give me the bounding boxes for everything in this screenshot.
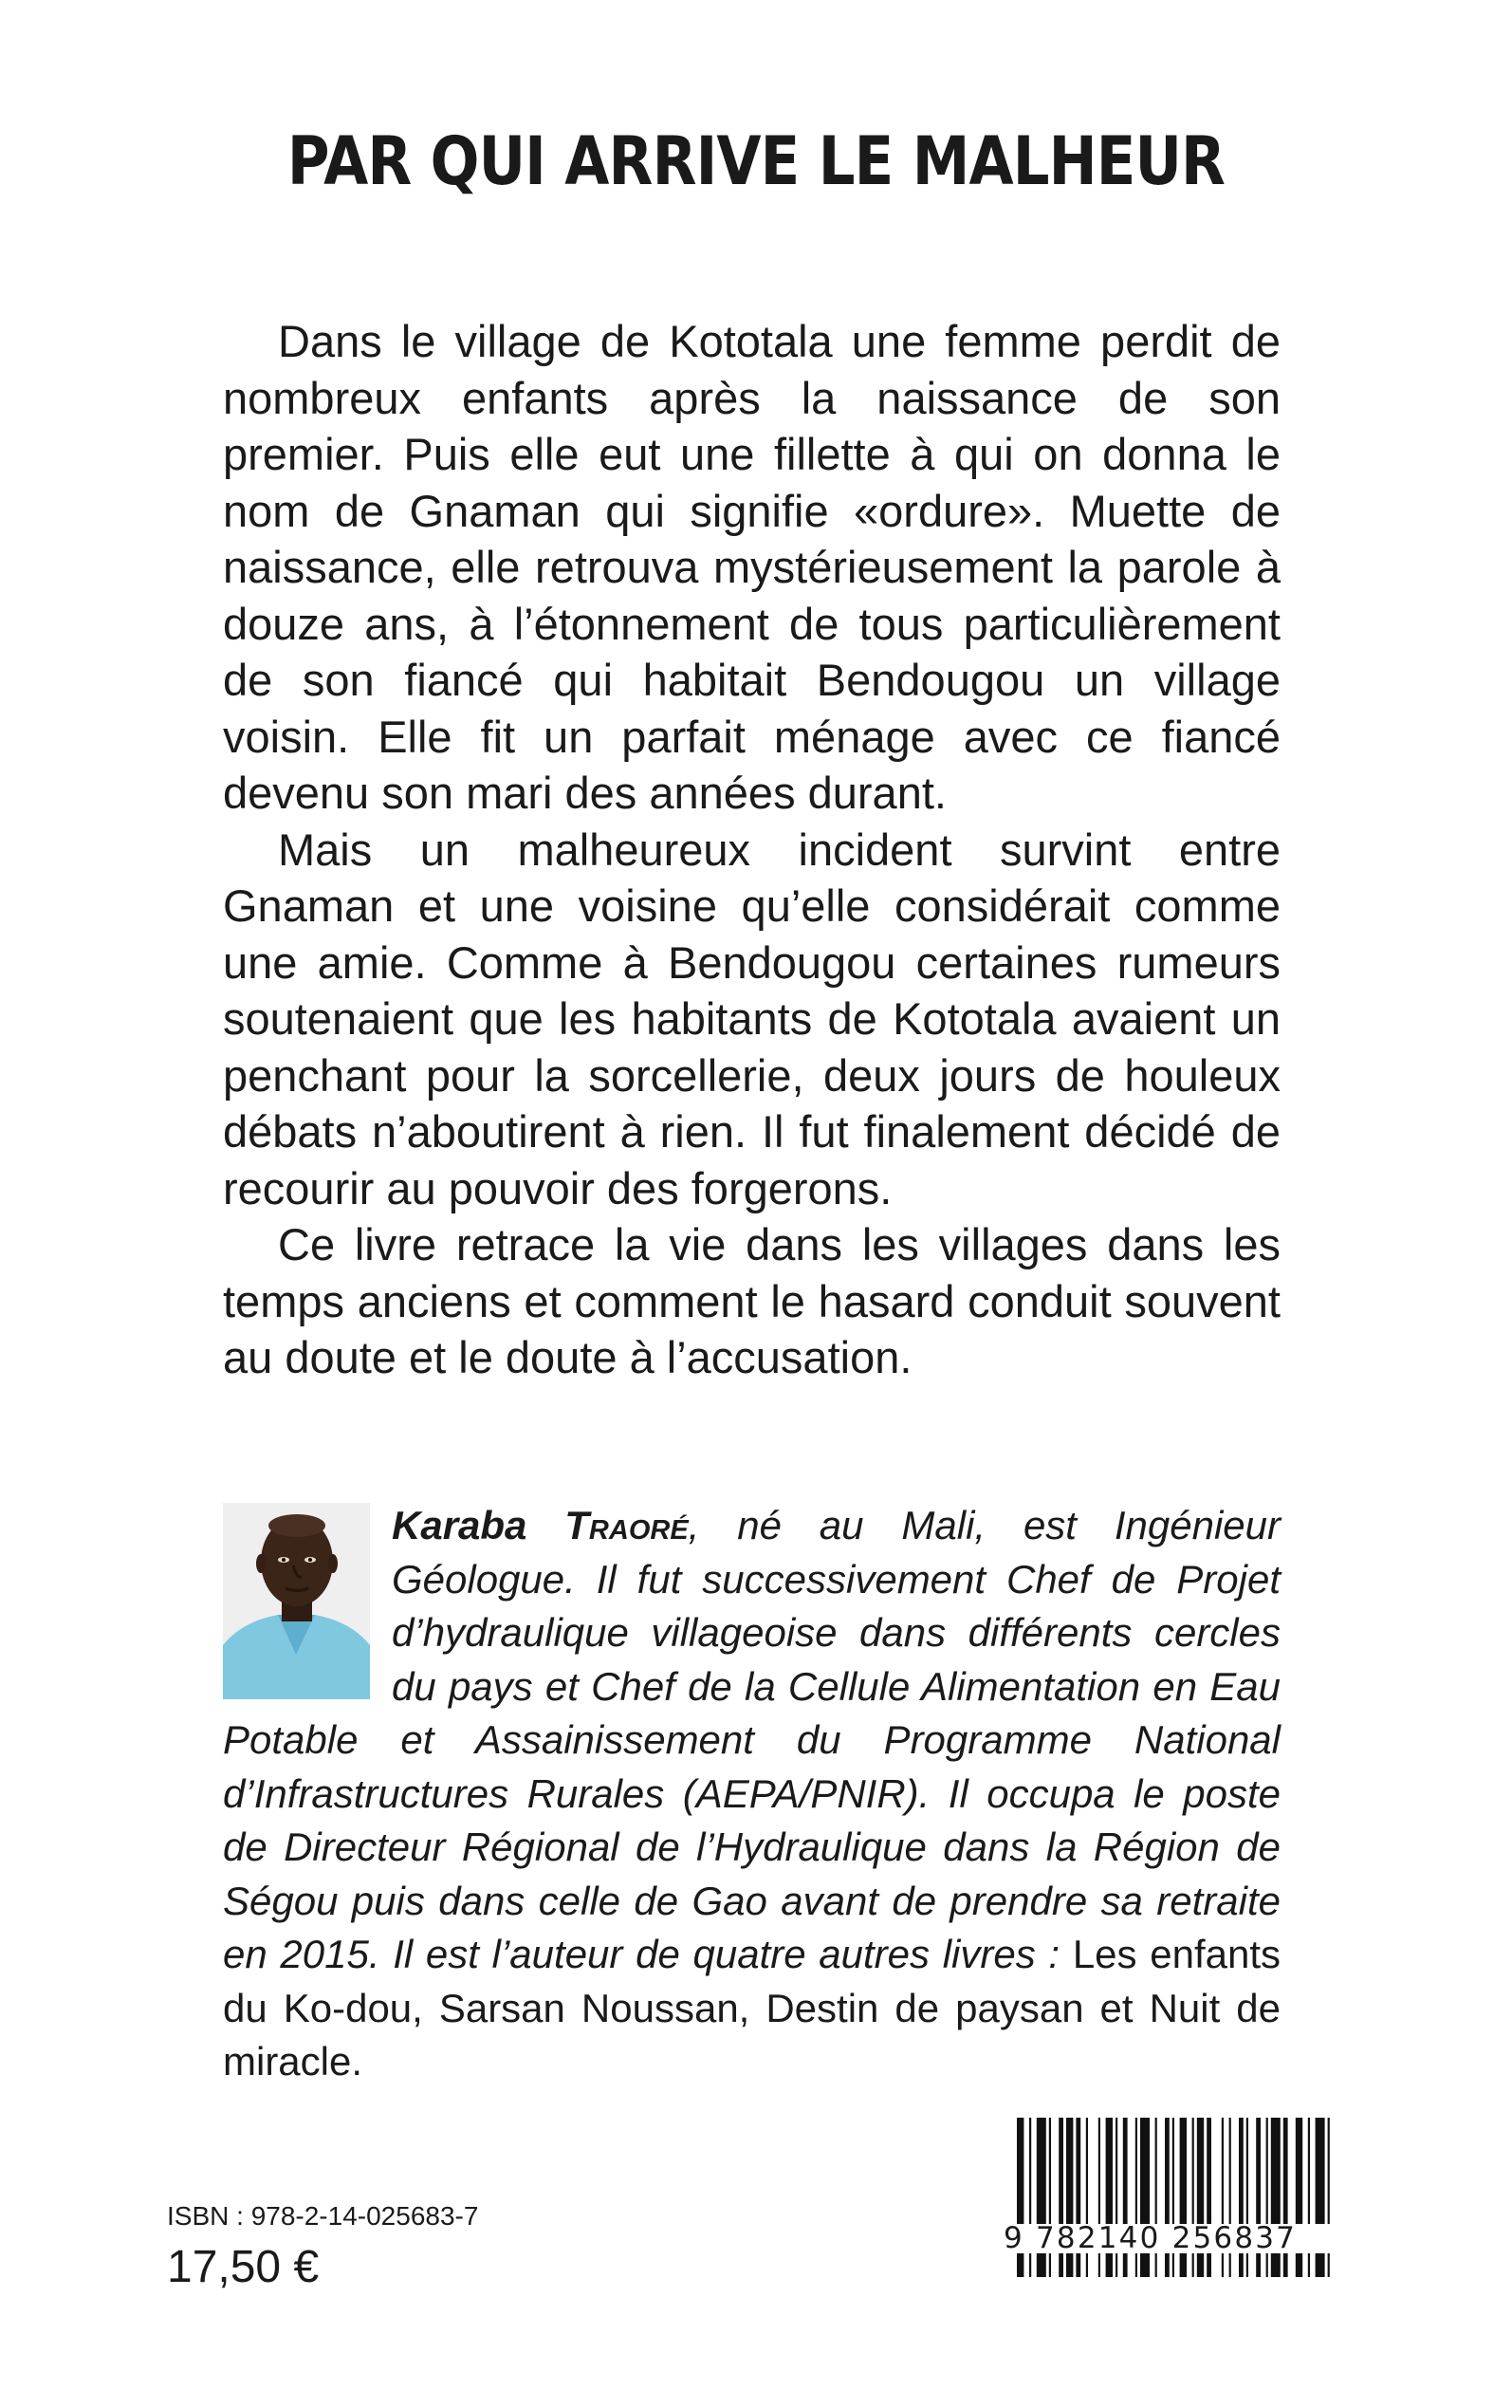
price: 17,50 € — [167, 2242, 320, 2292]
blurb-paragraph: Mais un malheureux incident survint entre Gnaman et une voisine qu’elle considérait comme une amie. Comme à Bendougou certaines rumeurs soutenaient que les habitants de Kototala avaient un penchant pour la sorcellerie, deux jours de houleux débats n’aboutirent à rien. Il fut finalement décidé de recourir au pouvoir des forgerons. — [223, 824, 1281, 1213]
author-last-name: Traoré — [564, 1503, 689, 1547]
author-bio-text: , né au Mali, est Ingénieur Géologue. Il fut successivement Chef de Projet d’hydraulique villageoise dans différents cercles du pays et Chef de la Cellule Alimentation en Eau Potable et Assainissement du Programme National d’Infrastructures Rurales (AEPA/PNIR). Il occupa le poste de Directeur Régional de l’Hydraulique dans la Région de Ségou puis dans celle de Gao avant de prendre sa retraite en 2015. Il est l’auteur de quatre autres livres : — [223, 1503, 1281, 1976]
book-blurb — [223, 313, 1281, 1386]
author-biography — [223, 1499, 1281, 2089]
barcode-digits: 9 782140 256837 — [1004, 2224, 1336, 2253]
book-title: PAR QUI ARRIVE LE MALHEUR — [286, 122, 1226, 200]
blurb-paragraph: Dans le village de Kototala une femme perdit de nombreux enfants après la naissance de son premier. Puis elle eut une fillette à qui on donna le nom de Gnaman qui signifie «ordure». Muette de naissance, elle retrouva mystérieusement la parole à douze ans, à l’étonnement de tous particulièrement de son fiancé qui habitait Bendougou un village voisin. Elle fit un parfait ménage avec ce fiancé devenu son mari des années durant. — [223, 316, 1281, 818]
bio-paragraph — [223, 1499, 1281, 2089]
author-other-books: Les enfants du Ko-dou, Sarsan Noussan, Destin de paysan et Nuit de miracle. — [223, 1932, 1281, 2084]
blurb-paragraph: Ce livre retrace la vie dans les villages dans les temps anciens et comment le hasard conduit souvent au doute et le doute à l’accusation. — [223, 1219, 1281, 1382]
isbn: ISBN : 978-2-14-025683-7 — [167, 2201, 479, 2231]
author-first-name: Karaba — [392, 1503, 527, 1547]
